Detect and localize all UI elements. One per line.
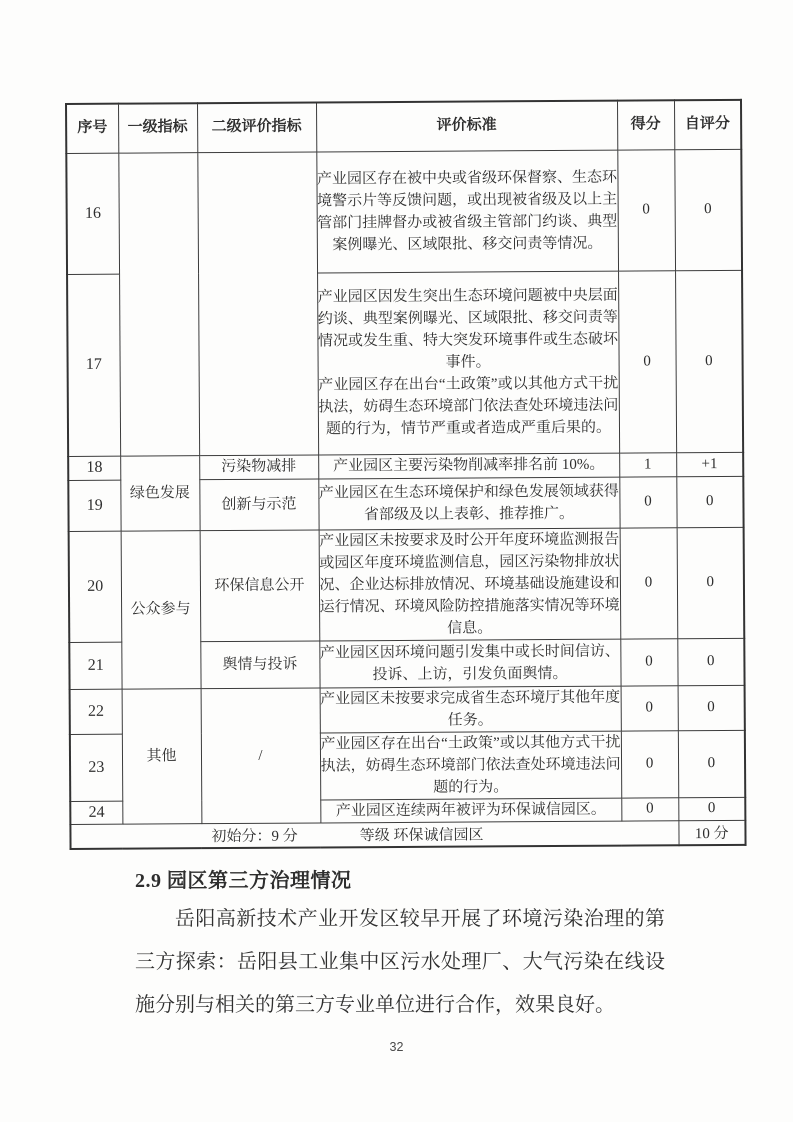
- criteria-text: 产业园区存在被中央或省级环保督察、生态环境警示片等反馈问题，或出现被省级及以上主管部门挂牌督办或被省级主管部门约谈、典型案例曝光、区域限批、移交问责等情况。: [316, 169, 618, 253]
- grade-label: 等级 环保诚信园区: [359, 827, 484, 844]
- criteria-text: 产业园区因环境问题引发集中或长时间信访、投诉、上访，引发负面舆情。: [319, 643, 620, 683]
- table-row: [69, 527, 745, 642]
- score-cell: 1: [619, 452, 676, 476]
- level2-cell-empty: [197, 151, 318, 455]
- evaluation-table: [65, 99, 747, 850]
- score-cell: 0: [621, 685, 678, 730]
- serial-cell: 22: [70, 689, 122, 734]
- self-score-cell: +1: [676, 452, 743, 476]
- section-paragraph: 岳阳高新技术产业开发区较早开展了环境污染治理的第三方探索：岳阳县工业集中区污水处理厂、大气污染在线设施分别与相关的第三方专业单位进行合作，效果良好。: [135, 908, 665, 1016]
- self-score-cell: 0: [676, 476, 743, 527]
- criteria-cell: [320, 798, 621, 823]
- level2-cell: 创新与示范: [199, 478, 318, 530]
- criteria-cell: [316, 150, 618, 273]
- criteria-text: 产业园区因发生突出生态环境问题被中央层面约谈、典型案例曝光、区域限批、移交问责等情况或发生重、特大突发环境事件或生态破坏事件。: [317, 287, 619, 371]
- criteria-cell: [320, 686, 621, 733]
- evaluation-table-wrap: [65, 99, 747, 850]
- criteria-text: 产业园区连续两年被评为环保诚信园区。: [335, 801, 606, 819]
- self-score-cell: 0: [675, 270, 743, 452]
- criteria-cell: [319, 639, 620, 688]
- page-number: 32: [389, 1040, 404, 1054]
- criteria-cell: [318, 453, 619, 479]
- score-cell: 0: [617, 149, 675, 270]
- header-serial: 序号: [66, 104, 118, 153]
- score-cell: 0: [620, 638, 677, 685]
- serial-cell: 19: [68, 480, 120, 531]
- table-footer-row: [70, 820, 745, 849]
- level1-cell: 公众参与: [121, 530, 201, 688]
- initial-score-label: 初始分：9 分: [211, 828, 298, 845]
- score-cell: 0: [621, 730, 678, 797]
- self-score-cell: 0: [678, 730, 745, 797]
- self-score-cell: 0: [678, 685, 745, 730]
- criteria-cell: [317, 271, 619, 455]
- level1-cell: 绿色发展: [120, 455, 199, 530]
- footer-self-total-cell: 10 分: [678, 820, 745, 845]
- criteria-text: 产业园区存在出台“土政策”或以其他方式干扰执法，妨碍生态环境部门依法查处环境违法问题的行为，情节严重或者造成严重后果的。: [318, 375, 619, 438]
- section-heading: 2.9 园区第三方治理情况: [135, 870, 352, 892]
- serial-cell: 24: [70, 801, 122, 824]
- serial-cell: 16: [66, 153, 119, 274]
- criteria-text: 产业园区在生态环境保护和绿色发展领域获得省部级及以上表彰、推荐推广。: [318, 483, 619, 523]
- table-header-row: [66, 100, 741, 153]
- footer-summary: [71, 822, 678, 847]
- criteria-text: 产业园区主要污染物削减率排名前 10%。: [333, 456, 605, 475]
- criteria-cell: [320, 731, 621, 800]
- criteria-text: 产业园区未按要求及时公开年度环境监测报告或园区年度环境监测信息，园区污染物排放状况、企业达标排放情况、环境基础设施建设和运行情况、环境风险防控措施落实情况等环境信息。: [319, 531, 620, 637]
- serial-cell: 21: [69, 642, 121, 689]
- header-level1-indicator: 一级指标: [118, 103, 197, 152]
- header-criteria: 评价标准: [316, 101, 617, 152]
- table-row: [70, 685, 745, 734]
- level2-cell: 污染物减排: [199, 454, 318, 479]
- table-row: [66, 149, 742, 274]
- score-cell: 0: [620, 527, 678, 638]
- header-score: 得分: [617, 100, 674, 149]
- self-score-cell: 0: [677, 638, 744, 685]
- score-cell: 0: [618, 270, 676, 452]
- level2-cell: 舆情与投诉: [200, 640, 319, 688]
- level1-cell-empty: [118, 152, 199, 455]
- score-cell: 0: [619, 476, 676, 527]
- score-cell: 0: [621, 797, 678, 820]
- level2-cell: /: [201, 687, 321, 823]
- self-score-cell: 0: [674, 149, 742, 270]
- serial-cell: 18: [68, 456, 120, 480]
- criteria-cell: [319, 528, 621, 641]
- criteria-text: 产业园区未按要求完成省生态环境厅其他年度任务。: [320, 689, 621, 729]
- level2-cell: 环保信息公开: [200, 529, 320, 641]
- self-score-cell: 0: [678, 797, 745, 820]
- footer-summary-cell: [70, 820, 678, 849]
- criteria-cell: [318, 477, 619, 530]
- serial-cell: 17: [67, 274, 120, 456]
- serial-cell: 20: [69, 531, 122, 642]
- header-self-score: 自评分: [674, 100, 741, 149]
- header-level2-indicator: 二级评价指标: [197, 102, 316, 152]
- criteria-text: 产业园区存在出台“土政策”或以其他方式干扰执法，妨碍生态环境部门依法查处环境违法问题的行为。: [320, 734, 621, 796]
- serial-cell: 23: [70, 734, 122, 801]
- self-score-cell: 0: [677, 527, 745, 638]
- level1-cell: 其他: [122, 688, 202, 823]
